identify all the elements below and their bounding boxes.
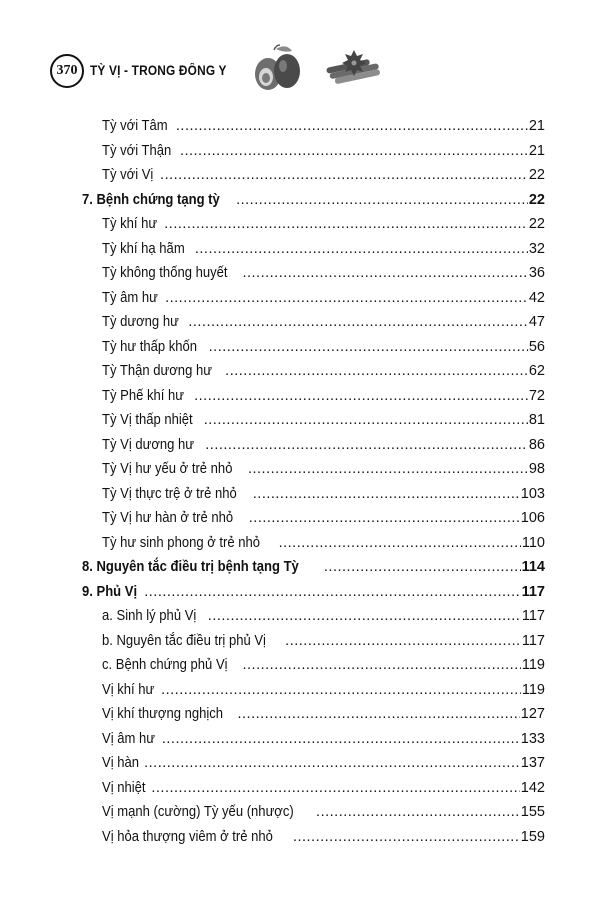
toc-entry-title: Tỳ hư thấp khốn <box>102 338 198 355</box>
page-header <box>50 44 570 100</box>
dot-leader <box>164 215 528 233</box>
toc-entry-page: 98 <box>528 461 545 477</box>
herb-cinnamon-icon <box>325 48 385 88</box>
toc-entry-title: Tỳ Vị thực trệ ở trẻ nhỏ <box>102 485 237 502</box>
toc-entry-page: 21 <box>528 118 545 134</box>
dot-leader <box>176 117 528 135</box>
dot-leader <box>144 583 520 601</box>
dot-leader <box>194 387 528 405</box>
dot-leader <box>253 485 520 503</box>
dot-leader <box>243 656 521 674</box>
toc-entry <box>102 681 545 699</box>
toc-entry-title: Vị hỏa thượng viêm ở trẻ nhỏ <box>102 828 273 845</box>
running-title: TỲ VỊ - TRONG ĐÔNG Y <box>90 63 227 78</box>
toc-entry-page: 114 <box>521 559 545 575</box>
dot-leader <box>238 705 520 723</box>
toc-entry-page: 142 <box>520 779 545 796</box>
dot-leader <box>165 289 528 307</box>
dot-leader <box>160 166 528 184</box>
toc-entry-title: Tỳ Vị dương hư <box>102 436 195 453</box>
toc-entry-title: Tỳ Vị hư yếu ở trẻ nhỏ <box>102 461 233 477</box>
toc-entry-page: 21 <box>528 142 545 159</box>
toc-entry <box>102 828 545 846</box>
dot-leader <box>248 460 528 478</box>
dot-leader <box>279 534 521 552</box>
dot-leader <box>195 240 528 258</box>
toc-entry-title: Tỳ Vị thấp nhiệt <box>102 412 193 428</box>
dot-leader <box>180 142 528 160</box>
dot-leader <box>188 313 528 331</box>
toc-entry-page: 62 <box>528 363 545 379</box>
toc-entry-title: Vị khí thượng nghịch <box>102 706 224 722</box>
toc-entry-page: 22 <box>528 191 545 208</box>
toc-entry-title: Tỳ khí hư <box>102 216 158 232</box>
toc-entry <box>102 485 545 503</box>
toc-entry <box>102 632 545 650</box>
toc-entry-title: b. Nguyên tắc điều trị phủ Vị <box>102 632 266 649</box>
toc-entry-page: 22 <box>528 216 545 232</box>
toc-entry-page: 86 <box>528 436 545 453</box>
toc-entry <box>102 607 545 625</box>
toc-entry-title: 8. Nguyên tắc điều trị bệnh tạng Tỳ <box>82 559 299 575</box>
toc-entry <box>102 215 545 233</box>
toc-entry-page: 137 <box>520 755 545 771</box>
dot-leader <box>151 779 519 797</box>
toc-section-entry <box>82 191 545 209</box>
dot-leader <box>144 754 520 772</box>
toc-entry-page: 103 <box>520 485 545 502</box>
toc-entry-title: Vị khí hư <box>102 681 155 698</box>
toc-section-entry <box>82 558 545 576</box>
dot-leader <box>205 436 528 454</box>
toc-entry-page: 133 <box>520 730 545 747</box>
dot-leader <box>225 362 528 380</box>
toc-entry-title: Tỳ với Tâm <box>102 118 168 134</box>
toc-entry <box>102 705 545 723</box>
toc-entry <box>102 534 545 552</box>
toc-entry-page: 155 <box>520 804 545 820</box>
toc-entry <box>102 803 545 821</box>
toc-entry <box>102 313 545 331</box>
toc-entry <box>102 240 545 258</box>
toc-entry-page: 127 <box>520 706 545 722</box>
toc-entry <box>102 387 545 405</box>
toc-entry-title: Vị âm hư <box>102 730 155 747</box>
toc-entry-title: Tỳ khí hạ hãm <box>102 240 185 257</box>
dot-leader <box>285 632 521 650</box>
dot-leader <box>161 681 521 699</box>
toc-entry-page: 119 <box>521 657 545 673</box>
toc-entry <box>102 362 545 380</box>
toc-entry-title: c. Bệnh chứng phủ Vị <box>102 657 228 673</box>
dot-leader <box>162 730 520 748</box>
dot-leader <box>236 191 528 209</box>
toc-entry-title: Vị hàn <box>102 755 140 771</box>
toc-entry-page: 117 <box>521 583 545 600</box>
toc-entry-page: 56 <box>528 338 545 355</box>
dot-leader <box>293 828 520 846</box>
toc-entry <box>102 166 545 184</box>
toc-entry-title: Tỳ Vị hư hàn ở trẻ nhỏ <box>102 510 234 526</box>
toc-entry-page: 72 <box>528 387 545 404</box>
toc-entry-title: a. Sinh lý phủ Vị <box>102 608 197 624</box>
toc-entry-title: Tỳ dương hư <box>102 314 179 330</box>
toc-entry-page: 117 <box>521 632 545 649</box>
toc-entry <box>102 411 545 429</box>
toc-entry-title: 9. Phủ Vị <box>82 583 138 600</box>
dot-leader <box>242 264 527 282</box>
toc-section-entry <box>82 583 545 601</box>
toc-entry-page: 106 <box>520 510 545 526</box>
dot-leader <box>249 509 520 527</box>
dot-leader <box>209 338 528 356</box>
toc-entry-title: 7. Bệnh chứng tạng tỳ <box>82 191 220 208</box>
toc-entry-page: 81 <box>528 412 545 428</box>
toc-entry-title: Tỳ với Thận <box>102 142 172 159</box>
toc-entry-title: Tỳ Thận dương hư <box>102 363 212 379</box>
toc-entry-page: 117 <box>521 608 545 624</box>
toc-entry <box>102 264 545 282</box>
toc-entry-page: 47 <box>528 314 545 330</box>
toc-entry <box>102 460 545 478</box>
toc-entry-page: 36 <box>528 265 545 281</box>
toc-entry-title: Vị nhiệt <box>102 779 146 796</box>
toc-entry-title: Vị mạnh (cường) Tỳ yếu (nhược) <box>102 804 294 820</box>
toc-entry <box>102 656 545 674</box>
toc-entry <box>102 142 545 160</box>
toc-entry-title: Tỳ hư sinh phong ở trẻ nhỏ <box>102 534 261 551</box>
fruit-illustration-icon <box>250 44 306 92</box>
toc-entry-title: Tỳ với Vị <box>102 167 154 183</box>
toc-entry <box>102 730 545 748</box>
toc-entry-page: 42 <box>528 289 545 306</box>
toc-entry-title: Tỳ không thống huyết <box>102 265 228 281</box>
page-number-badge: 370 <box>50 54 84 88</box>
dot-leader <box>204 411 528 429</box>
toc-entry-page: 110 <box>521 534 545 551</box>
toc-entry <box>102 117 545 135</box>
toc-entry <box>102 289 545 307</box>
toc-entry <box>102 338 545 356</box>
toc-entry <box>102 436 545 454</box>
dot-leader <box>324 558 521 576</box>
toc-entry <box>102 779 545 797</box>
toc-entry <box>102 509 545 527</box>
toc-entry-page: 32 <box>528 240 545 257</box>
toc-entry-title: Tỳ âm hư <box>102 289 158 306</box>
toc-entry <box>102 754 545 772</box>
toc-entry-title: Tỳ Phế khí hư <box>102 387 184 404</box>
dot-leader <box>316 803 520 821</box>
toc-entry-page: 119 <box>521 681 545 698</box>
toc-entry-page: 159 <box>520 828 545 845</box>
toc-entry-page: 22 <box>528 167 545 183</box>
dot-leader <box>208 607 521 625</box>
